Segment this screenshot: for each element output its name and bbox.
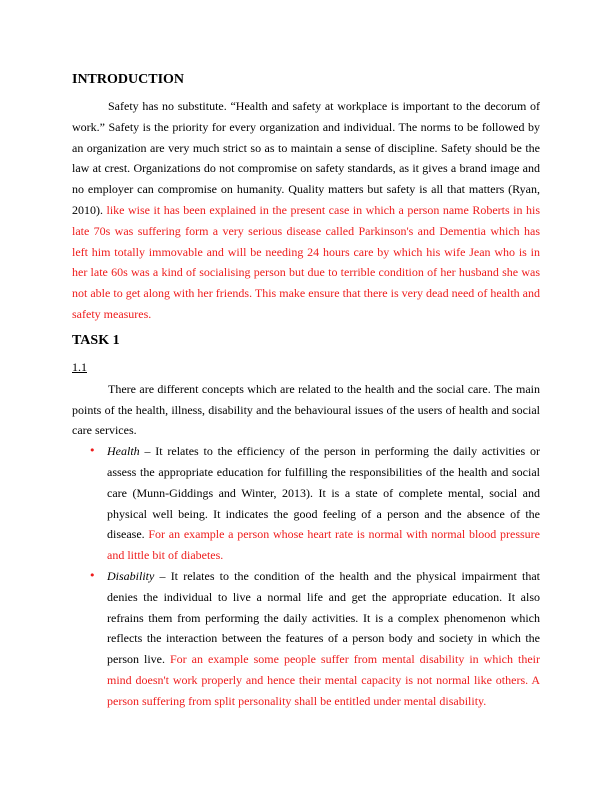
section-number: 1.1 (72, 359, 87, 374)
bullet-icon: • (89, 568, 96, 582)
disability-text: – It relates to the condition of the health and the physical impairment that denies the individual to live a normal life and get the appropriate education. It also refrains them from performing the daily activities. It is a complex phenomenon which reflects the interaction between the features of a person body and society in which the person live. (107, 568, 540, 667)
term-disability: Disability (107, 568, 155, 583)
list-item-health (72, 441, 540, 566)
list-item-disability (72, 566, 540, 712)
introduction-paragraph (72, 96, 540, 325)
introduction-highlight: like wise it has been explained in the present case in which a person name Roberts in his late 70s was suffering form a very serious disease called Parkinson's and Dementia which has left him totally immovable and will be needing 24 hours care by which his wife Jean who is in her late 60s was a kind of socialising person but due to terrible condition of her husband she was not able to get along with her friends. This make ensure that there is very dead need of health and safety measures. (72, 202, 540, 321)
health-highlight: For an example a person whose heart rate is normal with normal blood pressure and little bit of diabetes. (107, 527, 540, 563)
health-text: – It relates to the efficiency of the person in performing the daily activities or assess the appropriate education for fulfilling the responsibilities of the health and social care (Munn-Giddings and Winter, 2013). It is a state of complete mental, social and physical well being. It indicates the good feeling of a person and the absence of the disease. (107, 444, 540, 542)
concept-list (72, 441, 540, 711)
bullet-icon: • (89, 444, 96, 458)
introduction-body: Safety has no substitute. “Health and safety at workplace is important to the decorum of work.” Safety is the priority for every organization and individual. The norms to be followed by an organization are very much strict so as to maintain a sense of discipline. Safety should be the law at crest. Organizations do not compromise on safety standards, as it gives a brand image and no employer can compromise on humanity. Quality matters but safety is all that matters (Ryan, 2010). (72, 99, 540, 217)
task1-intro-paragraph: There are different concepts which are related to the health and the social care. The main points of the health, illness, disability and the behavioural issues of the users of health and social care services. (72, 381, 540, 438)
introduction-heading: INTRODUCTION (72, 72, 185, 87)
disability-highlight: For an example some people suffer from mental disability in which their mind doesn't work properly and hence their mental capacity is not normal like others. A person suffering from split personality shall be entitled under mental disability. (107, 652, 540, 708)
term-health: Health (107, 444, 140, 459)
document-page (72, 70, 540, 712)
task1-heading: TASK 1 (72, 332, 120, 348)
